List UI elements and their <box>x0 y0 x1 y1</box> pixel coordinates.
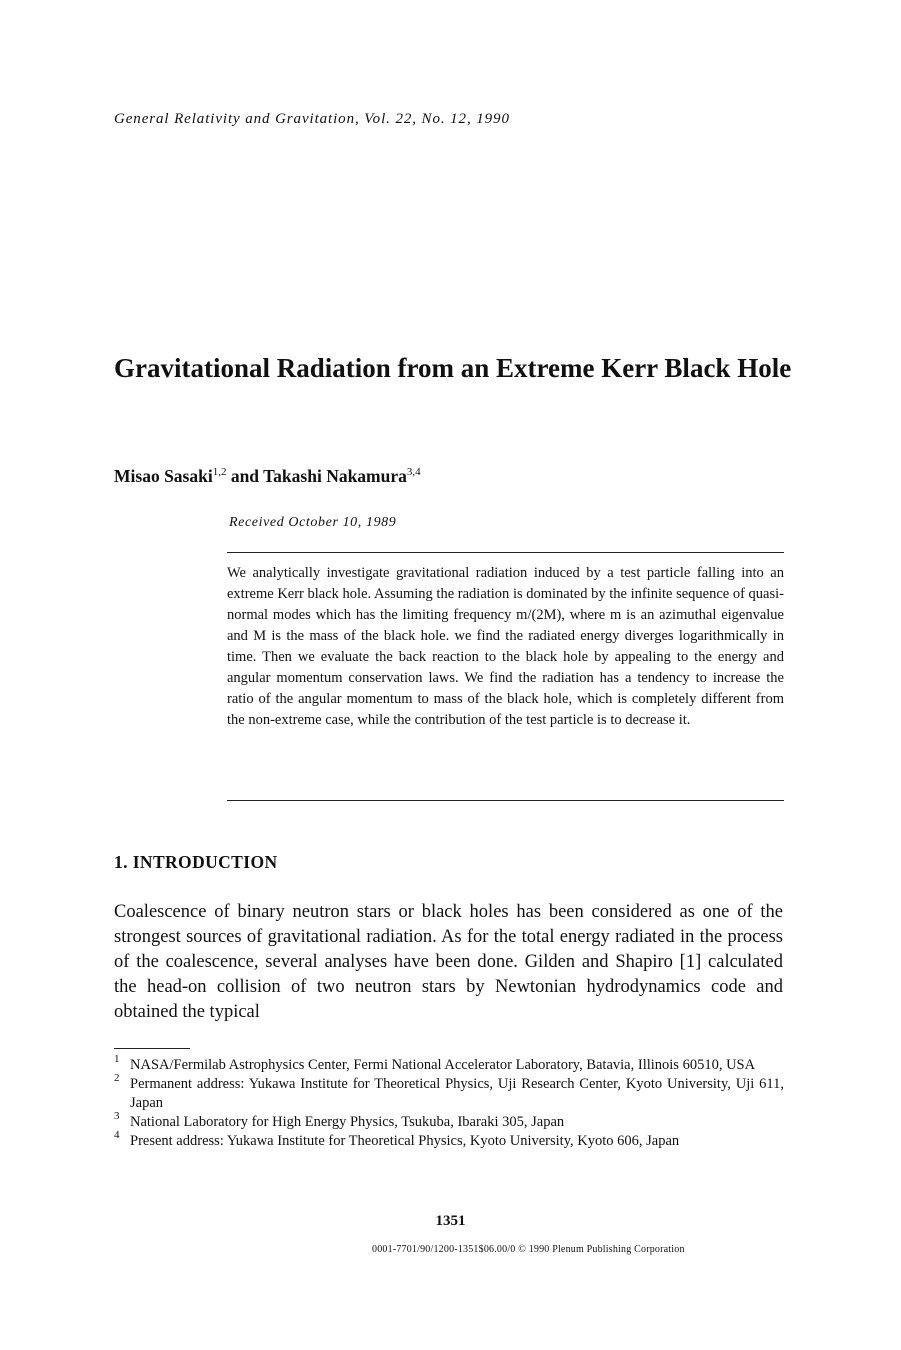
footnote-mark: 4 <box>114 1129 120 1141</box>
footnote-text: Present address: Yukawa Institute for Theoretical Physics, Kyoto University, Kyoto 606, Japan <box>130 1133 680 1149</box>
journal-header: General Relativity and Gravitation, Vol. 22, No. 12, 1990 <box>114 111 510 127</box>
footnote-text: National Laboratory for High Energy Physics, Tsukuba, Ibaraki 305, Japan <box>130 1114 565 1130</box>
author-affiliation-mark: 1,2 <box>212 466 227 478</box>
received-date: Received October 10, 1989 <box>229 515 397 530</box>
author-affiliation-mark: 3,4 <box>406 466 421 478</box>
footnote-text: NASA/Fermilab Astrophysics Center, Fermi National Accelerator Laboratory, Batavia, Illinois 60510, USA <box>130 1057 756 1073</box>
footnote <box>114 1072 784 1113</box>
footnote <box>114 1129 784 1151</box>
abstract-top-rule <box>227 552 784 553</box>
footnote <box>114 1110 784 1132</box>
author-line <box>114 466 421 487</box>
author-name: Takashi Nakamura <box>263 466 407 486</box>
copyright-line: 0001-7701/90/1200-1351$06.00/0 © 1990 Plenum Publishing Corporation <box>372 1244 685 1255</box>
footnote-text: Permanent address: Yukawa Institute for Theoretical Physics, Uji Research Center, Kyoto University, Uji 611, Japan <box>130 1076 784 1111</box>
abstract-bottom-rule <box>227 800 784 801</box>
footnote-mark: 2 <box>114 1072 120 1084</box>
author-name: Misao Sasaki <box>114 466 213 486</box>
abstract: We analytically investigate gravitational radiation induced by a test particle falling into an extreme Kerr black hole. Assuming the radiation is dominated by the infinite sequence of quasi-normal modes which has the limiting frequency m/(2M), where m is an azimuthal eigenvalue and M is the mass of the black hole. we find the radiated energy diverges logarithmically in time. Then we evaluate the back reaction to the black hole by appealing to the energy and angular momentum conservation laws. We find the radiation has a tendency to increase the ratio of the angular momentum to mass of the black hole, which is completely different from the non-extreme case, while the contribution of the test particle is to decrease it. <box>227 565 784 728</box>
section-heading: 1. INTRODUCTION <box>114 852 278 872</box>
footnote-mark: 1 <box>114 1053 120 1065</box>
intro-paragraph: Coalescence of binary neutron stars or black holes has been considered as one of the strongest sources of gravitational radiation. As for the total energy radiated in the process of the coalescence, several analyses have been done. Gilden and Shapiro [1] calculated the head-on collision of two neutron stars by Newtonian hydrodynamics code and obtained the typical <box>114 902 783 1022</box>
page-number: 1351 <box>435 1213 466 1229</box>
footnote-rule <box>114 1048 190 1049</box>
footnote <box>114 1053 784 1075</box>
footnote-mark: 3 <box>114 1110 120 1122</box>
footnotes <box>114 1053 784 1151</box>
paper-title: Gravitational Radiation from an Extreme Kerr Black Hole <box>114 353 792 383</box>
author-conjunction: and <box>226 466 264 486</box>
